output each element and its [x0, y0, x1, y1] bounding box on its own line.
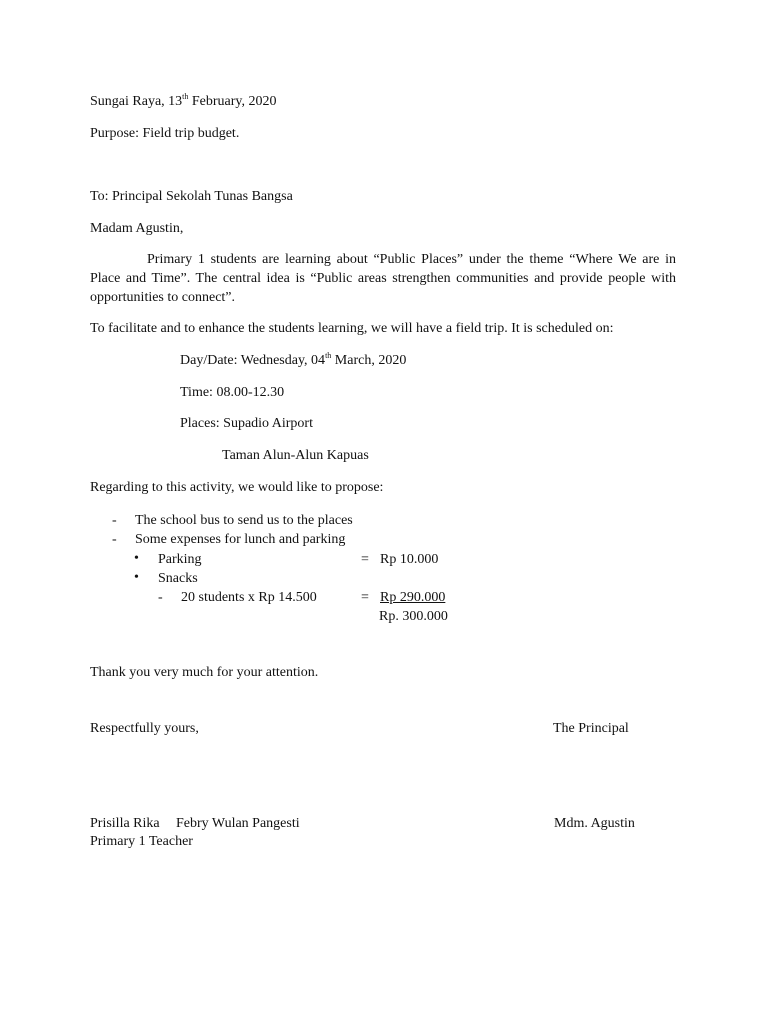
schedule-time: Time: 08.00-12.30	[180, 385, 285, 400]
list-dash: -	[158, 590, 163, 605]
list-dash: -	[112, 532, 117, 547]
proposal-item-bus: The school bus to send us to the places	[135, 513, 353, 528]
signer-role: Primary 1 Teacher	[90, 834, 193, 849]
parking-amount: Rp 10.000	[380, 552, 439, 567]
equals-sign: =	[361, 552, 369, 567]
schedule-places: Places: Supadio Airport	[180, 416, 313, 431]
snacks-label: Snacks	[158, 571, 198, 586]
signer-2: Febry Wulan Pangesti	[176, 816, 300, 831]
signer-1: Prisilla Rika	[90, 816, 160, 831]
recipient-line: To: Principal Sekolah Tunas Bangsa	[90, 189, 293, 204]
place-date-line: Sungai Raya, 13th February, 2020	[90, 92, 277, 109]
schedule-day-date: Day/Date: Wednesday, 04th March, 2020	[180, 351, 407, 368]
salutation: Madam Agustin,	[90, 221, 184, 236]
total-amount: Rp. 300.000	[379, 609, 448, 624]
thanks-line: Thank you very much for your attention.	[90, 665, 319, 680]
intro-line: To facilitate and to enhance the students learning, we will have a field trip. It is scheduled on:	[90, 321, 614, 336]
parking-label: Parking	[158, 552, 202, 567]
principal-name: Mdm. Agustin	[554, 816, 635, 831]
list-dash: -	[112, 513, 117, 528]
bullet-icon: •	[134, 570, 139, 585]
proposal-item-expenses: Some expenses for lunch and parking	[135, 532, 346, 547]
body-paragraph: Primary 1 students are learning about “Public Places” under the theme “Where We are in Place and Time”. The central idea is “Public areas strengthen communities and provide people with opportunities to connect”.	[90, 252, 676, 305]
propose-line: Regarding to this activity, we would like to propose:	[90, 480, 384, 495]
equals-sign: =	[361, 590, 369, 605]
bullet-icon: •	[134, 551, 139, 566]
students-line: 20 students x Rp 14.500	[181, 590, 317, 605]
purpose-line: Purpose: Field trip budget.	[90, 126, 240, 141]
schedule-place-2: Taman Alun-Alun Kapuas	[222, 448, 369, 463]
closing-left: Respectfully yours,	[90, 721, 199, 736]
closing-right: The Principal	[553, 721, 629, 736]
students-amount: Rp 290.000	[380, 590, 446, 605]
